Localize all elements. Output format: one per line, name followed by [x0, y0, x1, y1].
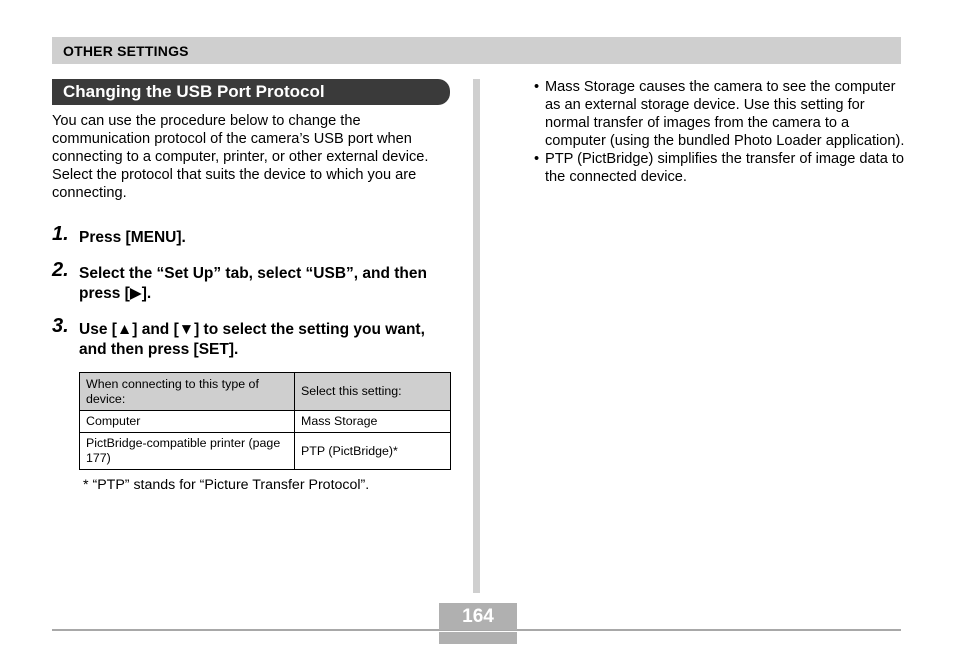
page-number: 164	[439, 603, 517, 630]
step-number: 3.	[52, 315, 69, 337]
step-text: Use [▲] and [▼] to select the setting you want, and then press [SET].	[79, 321, 425, 358]
table-header-cell: When connecting to this type of device:	[80, 373, 295, 411]
table-cell: PTP (PictBridge)*	[295, 433, 451, 470]
column-divider	[473, 79, 480, 593]
footnote: * “PTP” stands for “Picture Transfer Protocol”.	[83, 477, 370, 493]
step-3	[52, 315, 452, 360]
bullet-list	[534, 78, 909, 186]
list-item: • PTP (PictBridge) simplifies the transfer of image data to the connected device.	[534, 150, 909, 186]
step-text: Press [MENU].	[79, 229, 186, 246]
table-row	[80, 411, 451, 433]
table-header-row	[80, 373, 451, 411]
list-item: • Mass Storage causes the camera to see the computer as an external storage device. Use this setting for normal transfer of images from the camera to a computer (using the bundled Photo Loader application).	[534, 78, 909, 150]
settings-table	[79, 372, 451, 470]
header-bar	[52, 37, 901, 64]
table-cell: Computer	[80, 411, 295, 433]
table-row	[80, 433, 451, 470]
table-cell: Mass Storage	[295, 411, 451, 433]
table-header-cell: Select this setting:	[295, 373, 451, 411]
table-cell: PictBridge-compatible printer (page 177)	[80, 433, 295, 470]
header-title: OTHER SETTINGS	[63, 43, 189, 59]
step-number: 1.	[52, 223, 69, 245]
intro-paragraph: You can use the procedure below to change the communication protocol of the camera’s USB port when connecting to a computer, printer, or other external device. Select the protocol that suits the device to which you are connecting.	[52, 113, 429, 201]
step-2	[52, 259, 452, 304]
page-number-strip	[439, 632, 517, 644]
step-text: Select the “Set Up” tab, select “USB”, and then press [▶].	[79, 265, 427, 302]
step-1	[52, 223, 452, 248]
step-number: 2.	[52, 259, 69, 281]
section-title: Changing the USB Port Protocol	[52, 79, 450, 105]
